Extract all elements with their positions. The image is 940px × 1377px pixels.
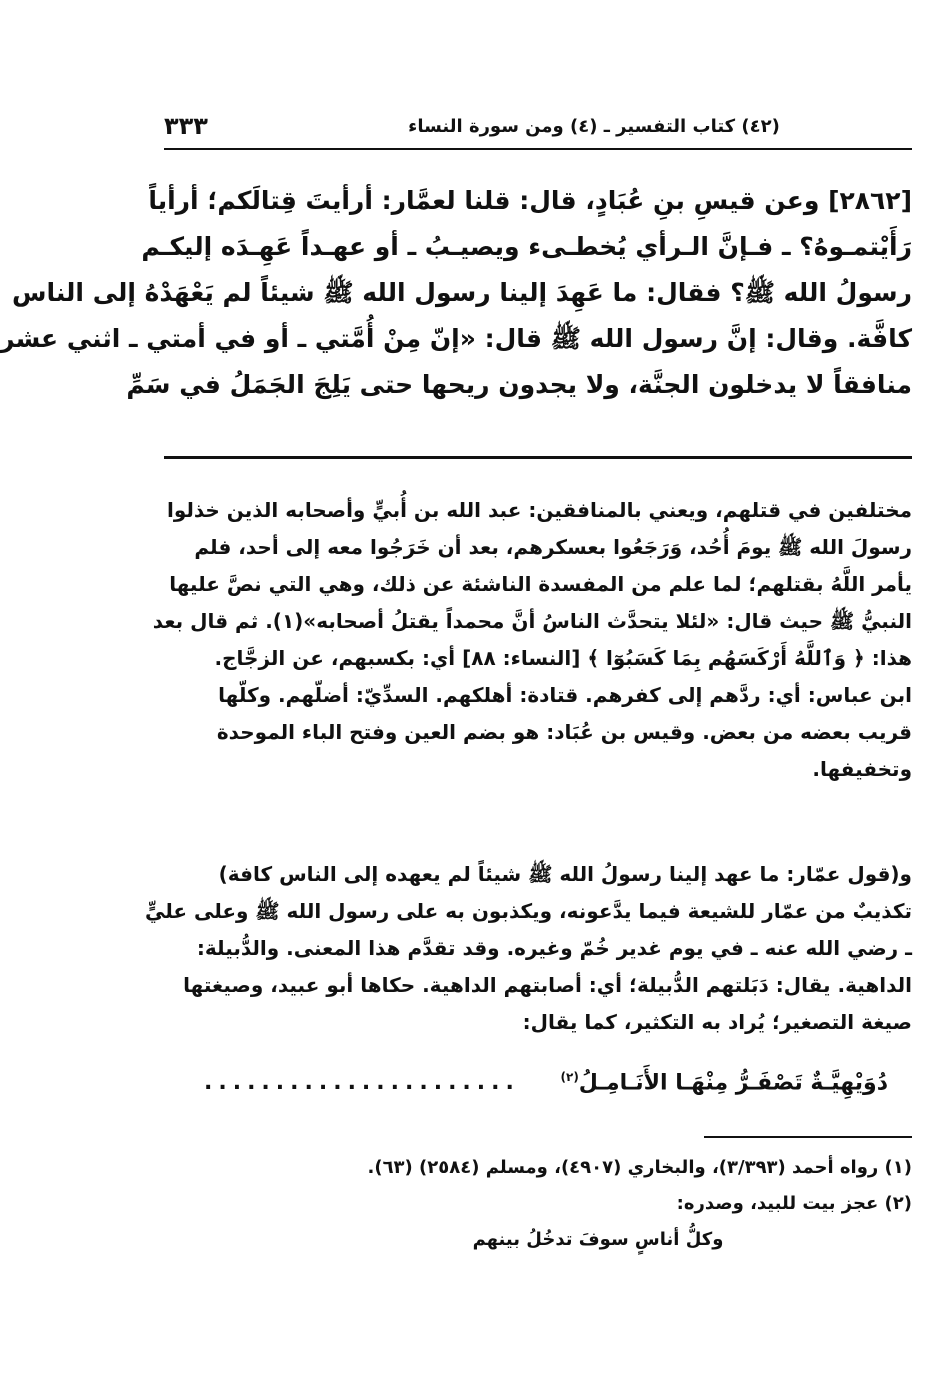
commentary-line: مختلفين في قتلهم، ويعني بالمنافقين: عبد الله بن أُبيٍّ وأصحابه الذين خذلوا [166,498,912,522]
page-header [164,108,912,148]
commentary-line: وتخفيفها. [812,757,912,781]
hadith-line: منافقاً لا يدخلون الجنَّة، ولا يجدون ريحها حتى يَلِجَ الجَمَلُ في سَمِّ [126,370,912,399]
commentary-line: صيغة التصغير؛ يُراد به التكثير، كما يقال: [522,1010,912,1034]
commentary-paragraph-2 [144,856,912,1041]
footnote-2-verse: وكلُّ أناسٍ سوفَ تدخُلُ بينهم [472,1229,724,1250]
hadith-text [0,178,912,408]
commentary-line: ـ رضي الله عنه ـ في يوم غدير خُمّ وغيره. وقد تقدَّم هذا المعنى. والدُّبيلة: [196,936,912,960]
footnotes [164,1150,912,1258]
commentary-line: قريب بعضه من بعض. وقيس بن عُبَاد: هو بضم العين وفتح الباء الموحدة [216,720,912,744]
verse-hemistich [561,1070,889,1095]
footnote-2: (٢) عجز بيت للبيد، وصدره: [676,1193,912,1214]
footnote-marker: (٢) [560,1070,579,1084]
commentary-line: تكذيبٌ من عمّار للشيعة فيما يدَّعونه، ويكذبون به على رسول الله ﷺ وعلى عليٍّ [144,899,912,923]
commentary-line: يأمر اللَّهُ بقتلهم؛ لما علم من المفسدة الناشئة عن ذلك، وهي التي نصَّ عليها [169,572,912,596]
footnote-1: (١) رواه أحمد (٣/٣٩٣)، والبخاري (٤٩٠٧)، ومسلم (٢٥٨٤) (٦٣). [367,1157,912,1178]
hadith-line: رَأَيْتمـوهُ؟ ـ فـإنَّ الـرأي يُخطـىء ويصيـبُ ـ أو عهـداً عَهِـدَه إليكـم [141,232,912,261]
section-divider [164,456,912,459]
hadith-line: كافَّة. وقال: إنَّ رسول الله ﷺ قال: «إنّ مِنْ أُمَّتي ـ أو في أمتي ـ اثني عشر [0,324,912,353]
commentary-line: الداهية. يقال: دَبَلتهم الدُّبيلة؛ أي: أصابتهم الداهية. حكاها أبو عبيد، وصيغتها [183,973,912,997]
page-number: ٣٣٣ [164,112,208,140]
commentary-line: النبيُّ ﷺ حيث قال: «لئلا يتحدَّث الناسُ أنَّ محمداً يقتلُ أصحابه»(١). ثم قال بعد [152,609,912,633]
hadith-line: رسولُ الله ﷺ؟ فقال: ما عَهِدَ إلينا رسول الله ﷺ شيئاً لم يَعْهَدْهُ إلى الناس [11,278,912,307]
poetry-verse [184,1070,912,1110]
commentary-line: ابن عباس: أي: ردَّهم إلى كفرهم. قتادة: أهلكهم. السدِّيّ: أضلّهم. وكلّها [218,683,912,707]
commentary-paragraph [152,492,912,788]
commentary-line: رسولَ الله ﷺ يومَ أُحُد، وَرَجَعُوا بعسكرهم، بعد أن خَرَجُوا معه إلى أحد، فلم [194,535,912,559]
footnote-rule [704,1136,912,1138]
commentary-line: و(قول عمّار: ما عهد إلينا رسولُ الله ﷺ شيئاً لم يعهده إلى الناس كافة) [218,862,912,886]
verse-text: دُوَيْهِيَّـةٌ تَصْفَـرُّ مِنْهَـا الأَنَـامِـلُ [578,1070,888,1096]
commentary-line: هذا: ﴿ وَٱللَّهُ أَرْكَسَهُم بِمَا كَسَبُوٓا ﴾ [النساء: ٨٨] أي: بكسبهم، عن الزجَّاج. [214,646,912,670]
header-rule [164,148,912,150]
hadith-line: [٢٨٦٢] وعن قيسِ بنِ عُبَادٍ، قال: قلنا لعمَّار: أرأيتَ قِتالَكم؛ أرأياً [148,186,912,215]
running-head: (٤٢) كتاب التفسير ـ (٤) ومن سورة النساء [408,116,780,137]
verse-ellipsis: ...................... [204,1070,520,1095]
